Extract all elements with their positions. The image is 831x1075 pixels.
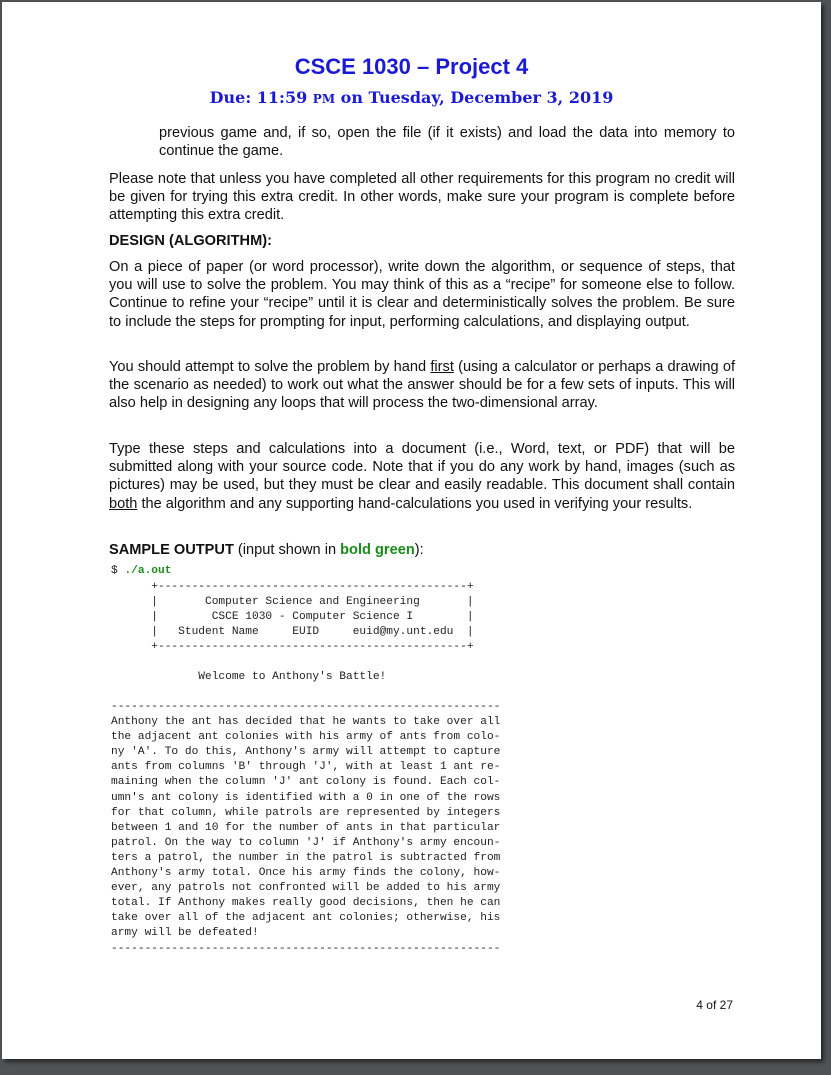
sample-heading: SAMPLE OUTPUT [109,542,234,558]
due-pm: PM [312,92,336,106]
design-p3-block [109,440,735,513]
page-title: CSCE 1030 – Project 4 [294,54,529,79]
design-p1-block [109,258,735,331]
due-date [2,88,821,107]
design-paragraph-2: You should attempt to solve the problem by hand first (using a calculator or perhaps a drawing of the scenario as needed) to work out what the answer should be for a few sets of inputs. This will also help in designing any loops that will process the two-dimensional array. [109,359,736,412]
note-block [109,170,735,225]
underline-both: both [109,495,138,512]
document-page [2,2,821,1059]
sample-output-heading: SAMPLE OUTPUT (input shown in bold green): [109,542,424,558]
underline-first: first [430,359,454,375]
design-paragraph-1: On a piece of paper (or word processor), write down the algorithm, or sequence of steps, that you will use to solve the problem. You may think of this as a “recipe” for someone else to follow. Continue to refine your “recipe” until it is clear and deterministically solves the problem. Be sure to include the steps for prompting for input, performing calculations, and displaying output. [109,259,735,330]
design-p2-block [109,358,735,413]
design-section [109,232,735,250]
shell-prompt: $ ./a.out [111,565,172,577]
due-prefix: Due: 11:59 [209,88,313,107]
page-number: 4 of 27 [696,998,733,1012]
continuation-text: previous game and, if so, open the file (if it exists) and load the data into memory to continue the game. [159,125,735,160]
note-paragraph: Please note that unless you have completed all other requirements for this program no credit will be given for trying this extra credit. In other words, make sure your program is complete before attempting this extra credit. [109,171,735,224]
due-suffix: on Tuesday, December 3, 2019 [335,88,614,107]
design-paragraph-3: Type these steps and calculations into a document (i.e., Word, text, or PDF) that will be submitted along with your source code. Note that if you do any work by hand, images (such as pictures) may be used, but they must be clear and easily readable. This document shall contain both the algorithm and any supporting hand-calculations you used in verifying your results. [109,441,735,512]
welcome-line: Welcome to Anthony's Battle! [111,671,387,683]
story-text: ---------------------------------------------------------- Anthony the ant has decided that he wants to take over all the adjacent ant colonies with his army of ants from colo- ny 'A'. To do this, Anthony's army will attempt to capture ants from columns 'B' through 'J', with at least 1 ant re- maining when the column 'J' ant colony is found. Each col- umn's ant colony is identified with a 0 in one of the rows for that column, while patrols are represented by integers between 1 and 10 for the number of ants in that particular patrol. On the way to column 'J' if Anthony's army encoun- ters a patrol, the number in the patrol is subtracted from Anthony's army total. Once his army finds the colony, how- ever, any patrols not confronted will be added to his army total. If Anthony makes really good decisions, then he can take over all of the adjacent ant colonies; otherwise, his army will be defeated! ---------------------------------------------------------- [111,701,501,955]
banner-box: +----------------------------------------------+ | Computer Science and Engineering | | CSCE 1030 - Computer Science I | | Student Name EUID euid@my.unt.edu | +----------------------------------------------+ [151,581,474,654]
design-heading: DESIGN (ALGORITHM): [109,233,272,249]
bold-green-label: bold green [340,542,415,558]
command-input: ./a.out [124,565,172,577]
